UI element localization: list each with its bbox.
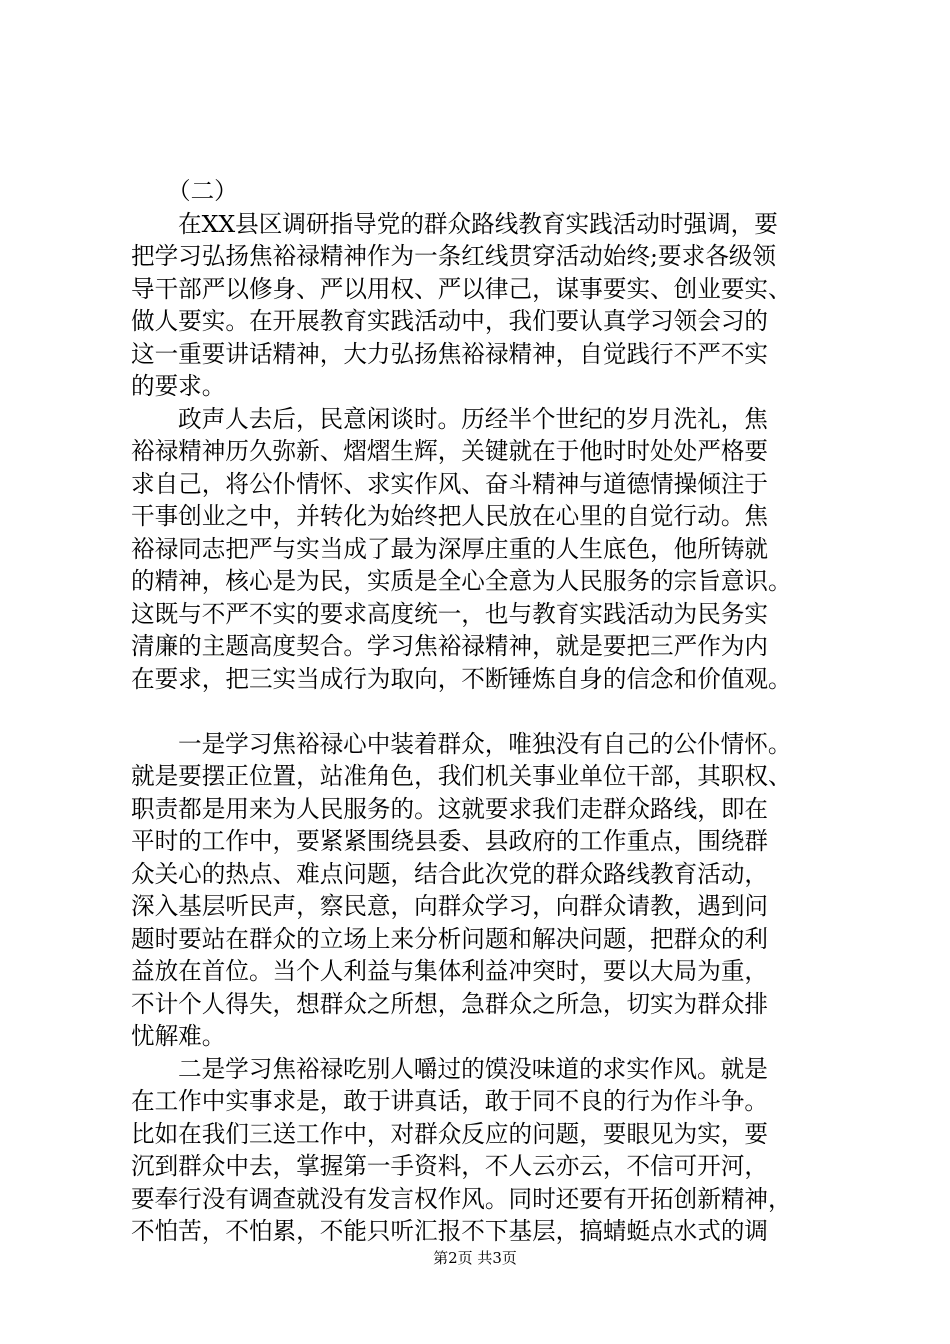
paragraph-line: 不怕苦，不怕累，不能只听汇报不下基层，搞蜻蜓点水式的调	[131, 1217, 769, 1245]
paragraph-line: 沉到群众中去，掌握第一手资料，不人云亦云，不信可开河，	[131, 1152, 769, 1180]
page-number-label: 第2页 共3页	[433, 1249, 517, 1267]
paragraph-line: 平时的工作中，要紧紧围绕县委、县政府的工作重点，围绕群	[131, 827, 769, 855]
paragraph-line: 二是学习焦裕禄吃别人嚼过的馍没味道的求实作风。就是	[178, 1054, 768, 1083]
paragraph-line: 的要求。	[131, 372, 226, 400]
paragraph-line: 益放在首位。当个人利益与集体利益冲突时，要以大局为重，	[131, 957, 769, 985]
paragraph-line: 导干部严以修身、严以用权、严以律己，谋事要实、创业要实、	[131, 274, 792, 303]
paragraph-line: 题时要站在群众的立场上来分析问题和解决问题，把群众的利	[131, 924, 769, 953]
page-footer	[0, 1248, 950, 1268]
paragraph-line: 要奉行没有调查就没有发言权作风。同时还要有开拓创新精神，	[131, 1184, 792, 1213]
paragraph-line: 裕禄同志把严与实当成了最为深厚庄重的人生底色，他所铸就	[131, 534, 769, 563]
paragraph-line: 深入基层听民声，察民意，向群众学习，向群众请教，遇到问	[131, 892, 769, 920]
paragraph-line: 裕禄精神历久弥新、熠熠生辉，关键就在于他时时处处严格要	[131, 437, 769, 465]
paragraph-line: 职责都是用来为人民服务的。这就要求我们走群众路线，即在	[131, 794, 769, 823]
paragraph-line: 的精神，核心是为民，实质是全心全意为人民服务的宗旨意识。	[131, 567, 792, 595]
paragraph-4	[131, 1053, 831, 1248]
paragraph-line: 做人要实。在开展教育实践活动中，我们要认真学习领会习的	[131, 307, 769, 335]
paragraph-line: 求自己，将公仆情怀、求实作风、奋斗精神与道德情操倾注于	[131, 469, 769, 498]
paragraph-line: 这既与不严不实的要求高度统一，也与教育实践活动为民务实	[131, 599, 769, 628]
paragraph-line: 干事创业之中，并转化为始终把人民放在心里的自觉行动。焦	[131, 502, 769, 530]
paragraph-line: 把学习弘扬焦裕禄精神作为一条红线贯穿活动始终;要求各级领	[131, 242, 776, 270]
paragraph-line: 政声人去后，民意闲谈时。历经半个世纪的岁月洗礼，焦	[178, 404, 768, 433]
paragraph-line: 就是要摆正位置，站准角色，我们机关事业单位干部，其职权、	[131, 762, 792, 790]
paragraph-1	[131, 208, 831, 403]
paragraph-line: 清廉的主题高度契合。学习焦裕禄精神，就是要把三严作为内	[131, 632, 769, 660]
document-body	[131, 175, 831, 1248]
paragraph-line: 在XX县区调研指导党的群众路线教育实践活动时强调，要	[178, 209, 778, 238]
paragraph-3	[131, 728, 831, 1053]
paragraph-line: 不计个人得失，想群众之所想，急群众之所急，切实为群众排	[131, 989, 769, 1018]
paragraph-2	[131, 403, 831, 696]
section-heading: （二）	[167, 177, 238, 205]
paragraph-line: 在工作中实事求是，敢于讲真话，敢于同不良的行为作斗争。	[131, 1087, 769, 1115]
paragraph-line: 一是学习焦裕禄心中装着群众，唯独没有自己的公仆情怀。	[178, 729, 792, 758]
paragraph-line: 在要求，把三实当成行为取向，不断锤炼自身的信念和价值观。	[131, 664, 792, 693]
paragraph-line: 这一重要讲话精神，大力弘扬焦裕禄精神，自觉践行不严不实	[131, 339, 769, 368]
paragraph-line: 比如在我们三送工作中，对群众反应的问题，要眼见为实，要	[131, 1119, 769, 1148]
paragraph-spacer	[131, 695, 831, 728]
paragraph-line: 忧解难。	[131, 1022, 226, 1050]
paragraph-line: 众关心的热点、难点问题，结合此次党的群众路线教育活动，	[131, 859, 769, 888]
